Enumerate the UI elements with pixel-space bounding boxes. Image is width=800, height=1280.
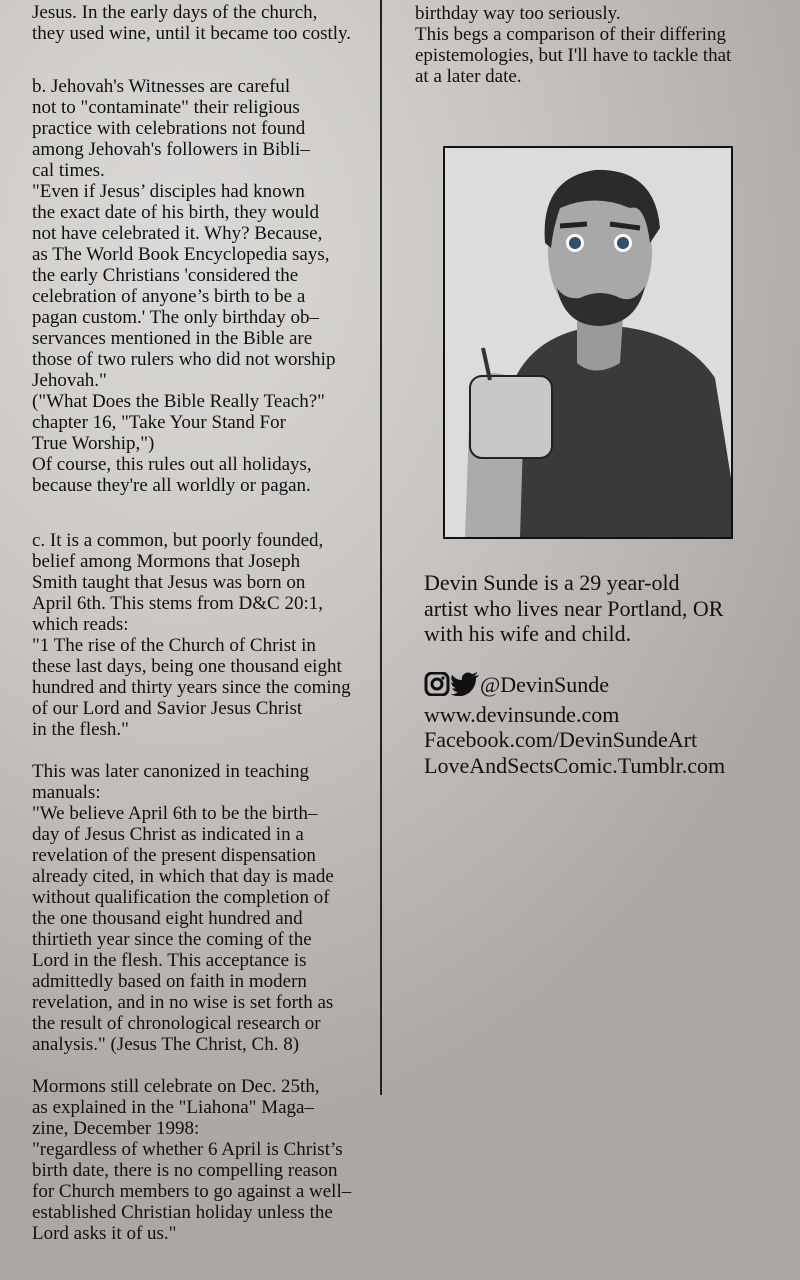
social-handle[interactable]: @DevinSunde	[480, 672, 610, 697]
facebook-link[interactable]: Facebook.com/DevinSundeArt	[424, 727, 698, 752]
paragraph-jehovahs-witnesses: b. Jehovah's Witnesses are careful not to "contaminate" their religious practice with celebrations not found among Jehovah's followers in Bibli– cal times. "Even if Jesus’ disciples had known the exact date of his birth, they would not have celebrated it. Why? Because, as The World Book Encyclopedia says, the early Christians 'considered the celebration of anyone’s birth to be a pagan custom.' The only birthday ob– servances mentioned in the Bible are those of two rulers who did not worship Jehovah." ("What Does the Bible Really Teach?" chapter 16, "Take Your Stand For True Worship,") Of course, this rules out all holidays, because they're all worldly or pagan.	[32, 76, 336, 496]
twitter-icon[interactable]	[450, 672, 480, 702]
author-links	[424, 672, 725, 778]
column-divider	[380, 0, 382, 1095]
paragraph-wine: Jesus. In the early days of the church, they used wine, until it became too costly.	[32, 2, 352, 44]
paragraph-epistemologies: birthday way too seriously. This begs a comparison of their differing epistemologies, but I'll have to tackle that at a later date.	[415, 3, 732, 87]
author-portrait	[443, 146, 733, 539]
tumblr-link[interactable]: LoveAndSectsComic.Tumblr.com	[424, 752, 726, 778]
website-link[interactable]: www.devinsunde.com	[424, 701, 620, 727]
instagram-icon[interactable]	[424, 672, 450, 702]
paragraph-mormons: c. It is a common, but poorly founded, belief among Mormons that Joseph Smith taught that Jesus was born on April 6th. This stems from D&C 20:1, which reads: "1 The rise of the Church of Christ in these last days, being one thousand eight hundred and thirty years since the coming of our Lord and Savior Jesus Christ in the flesh." This was later canonized in teaching manuals: "We believe April 6th to be the birth– day of Jesus Christ as indicated in a revelation of the present dispensation already cited, in which that day is made without qualification the completion of the one thousand eight hundred and thirtieth year since the coming of the Lord in the flesh. This acceptance is admittedly based on faith in modern revelation, and in no wise is set forth as the result of chronological research or analysis." (Jesus The Christ, Ch. 8) Mormons still celebrate on Dec. 25th, as explained in the "Liahona" Maga– zine, December 1998: "regardless of whether 6 April is Christ’s birth date, there is no compelling reason for Church members to go against a well– established Christian holiday unless the Lord asks it of us."	[32, 530, 352, 1244]
author-bio: Devin Sunde is a 29 year-old artist who lives near Portland, OR with his wife and child.	[424, 570, 724, 646]
